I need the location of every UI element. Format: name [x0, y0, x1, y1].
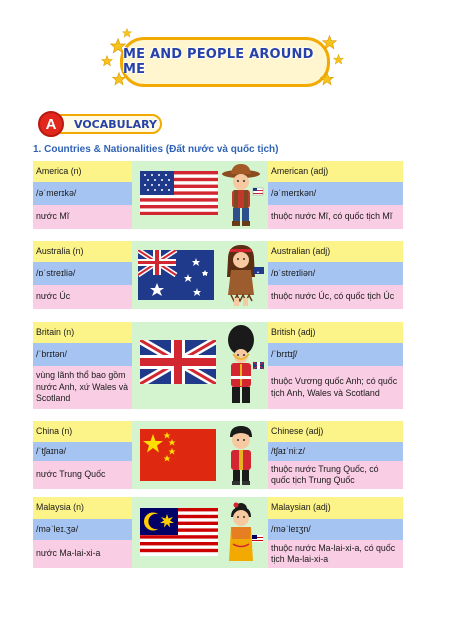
image-cell [132, 241, 268, 309]
nationality-name: British (adj) [268, 322, 403, 343]
country-name: Malaysia (n) [33, 497, 132, 519]
section-title [52, 114, 162, 134]
vocab-table-malaysia [33, 497, 403, 568]
nationality-meaning: thuộc nước Trung Quốc, có quốc tịch Trung Quốc [268, 461, 403, 489]
vocab-table-china [33, 421, 403, 489]
star-icon [112, 72, 126, 86]
nationality-ipa: /əˈmerɪkən/ [268, 182, 403, 205]
section-title-text: VOCABULARY [74, 117, 157, 131]
country-name: Australia (n) [33, 241, 132, 262]
china-flag-icon [140, 429, 216, 481]
nationality-meaning: thuộc nước Mĩ, có quốc tịch Mĩ [268, 205, 403, 229]
cowboy-icon [220, 163, 266, 227]
country-meaning: nước Trung Quốc [33, 461, 132, 489]
country-meaning: vùng lãnh thổ bao gồm nước Anh, xứ Wales và Scotland [33, 366, 132, 409]
nationality-meaning: thuộc Vương quốc Anh; có quốc tịch Anh, Wales và Scotland [268, 366, 403, 409]
country-meaning: nước Ma-lai-xi-a [33, 540, 132, 568]
country-meaning: nước Úc [33, 285, 132, 309]
malaysia-flag-icon [140, 508, 218, 556]
nationality-meaning: thuộc nước Ma-lai-xi-a, có quốc tịch Ma-lai-xi-a [268, 540, 403, 568]
nationality-ipa: /tʃaɪˈniːz/ [268, 442, 403, 461]
subheading: 1. Countries & Nationalities (Đất nước và quốc tịch) [33, 144, 279, 155]
star-icon [333, 54, 344, 65]
country-ipa: /əˈmerɪkə/ [33, 182, 132, 205]
country-ipa: /ɒˈstreɪliə/ [33, 262, 132, 285]
royal-guard-icon [220, 324, 266, 407]
nationality-name: American (adj) [268, 161, 403, 182]
vocab-table-australia [33, 241, 403, 309]
usa-flag-icon [140, 171, 218, 215]
image-cell [132, 421, 268, 489]
nationality-name: Malaysian (adj) [268, 497, 403, 519]
uk-flag-icon [140, 340, 216, 384]
star-icon [122, 28, 132, 38]
page-title: ME AND PEOPLE AROUND ME [123, 47, 314, 77]
section-letter: A [38, 111, 64, 137]
country-ipa: /ˈtʃaɪnə/ [33, 442, 132, 461]
chinese-boy-icon [220, 423, 266, 487]
section-label [38, 111, 163, 137]
country-ipa: /ˈbrɪtən/ [33, 343, 132, 366]
vocab-table-america [33, 161, 403, 229]
image-cell [132, 497, 268, 568]
star-icon [101, 55, 113, 67]
country-meaning: nước Mĩ [33, 205, 132, 229]
nationality-ipa: /ˈbrɪtɪʃ/ [268, 343, 403, 366]
title-banner [120, 37, 330, 87]
malaysian-girl-icon [220, 499, 266, 566]
image-cell [132, 322, 268, 409]
country-name: Britain (n) [33, 322, 132, 343]
nationality-name: Chinese (adj) [268, 421, 403, 442]
star-icon [322, 35, 337, 50]
star-icon [110, 38, 126, 54]
nationality-name: Australian (adj) [268, 241, 403, 262]
country-name: China (n) [33, 421, 132, 442]
nationality-ipa: /ɒˈstreɪliən/ [268, 262, 403, 285]
nationality-ipa: /məˈleɪʒn/ [268, 519, 403, 540]
image-cell [132, 161, 268, 229]
australia-flag-icon [138, 250, 214, 300]
vocab-table-britain [33, 322, 403, 409]
nationality-meaning: thuộc nước Úc, có quốc tịch Úc [268, 285, 403, 309]
star-icon [320, 72, 334, 86]
country-name: America (n) [33, 161, 132, 182]
country-ipa: /məˈleɪ.ʒə/ [33, 519, 132, 540]
australian-girl-icon [220, 243, 266, 307]
